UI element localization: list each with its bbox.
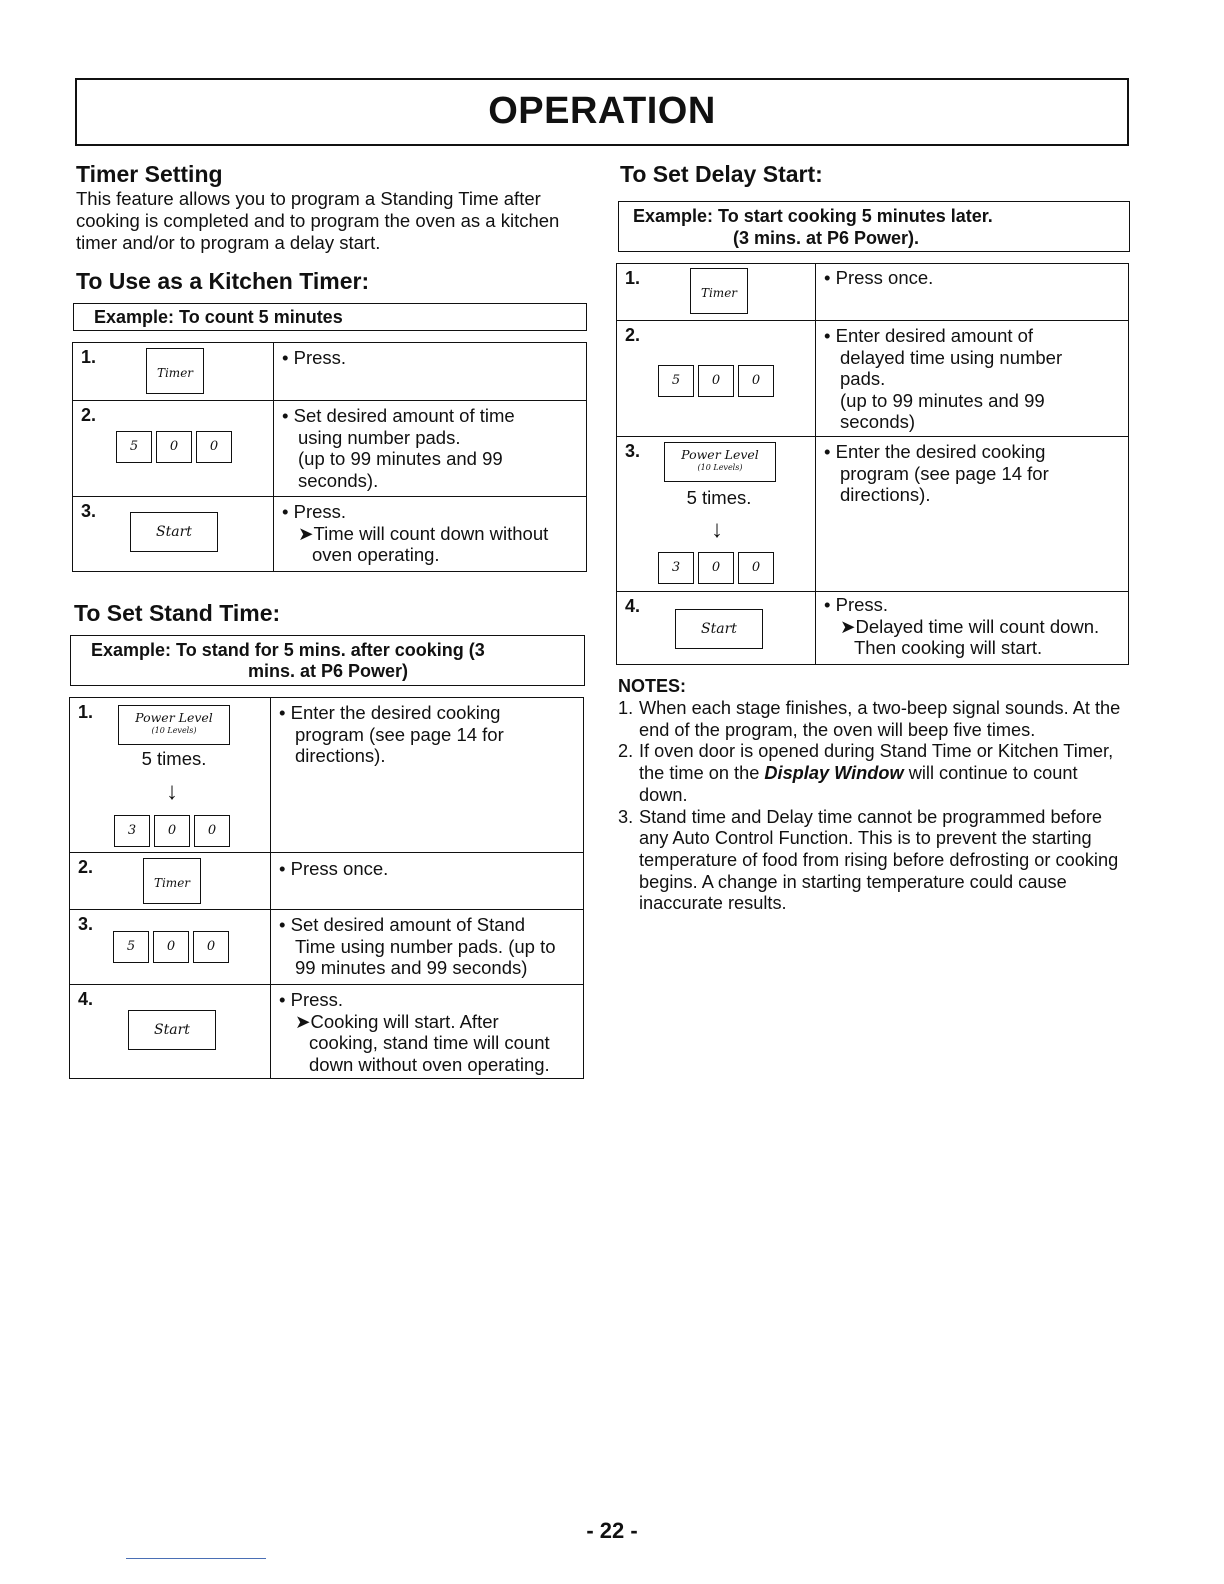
step-key-cell: [70, 910, 271, 985]
notes-list: [618, 698, 1123, 915]
down-arrow-icon: ↓: [711, 516, 723, 543]
step-key-cell: [73, 343, 274, 401]
step-desc-cell: [816, 592, 1129, 665]
start-key[interactable]: Start: [128, 1010, 216, 1050]
table-row: [73, 401, 587, 497]
step-description: • Press once.: [279, 858, 389, 879]
note-text-part: will continue to count down.: [639, 763, 1078, 805]
step-key-cell: [617, 592, 816, 665]
step-desc-cell: [816, 321, 1129, 437]
press-count: 5 times.: [686, 487, 752, 508]
number-key[interactable]: 0: [738, 552, 774, 584]
desc-line: directions).: [295, 745, 386, 766]
table-row: [617, 437, 1129, 592]
step-number: 3.: [81, 501, 97, 521]
table-row: [617, 592, 1129, 665]
step-number: 2.: [625, 325, 641, 345]
kitchen-timer-steps: [72, 342, 587, 572]
number-key[interactable]: 0: [194, 815, 230, 847]
kitchen-timer-example: [73, 303, 587, 331]
desc-line: ➤Delayed time will count down.: [840, 615, 1100, 637]
step-description: • Press once.: [824, 267, 934, 288]
number-key[interactable]: 5: [113, 931, 149, 963]
step-key-cell: [73, 497, 274, 572]
table-row: [70, 910, 584, 985]
desc-line: • Set desired amount of Stand: [279, 914, 526, 935]
desc-line: 99 minutes and 99 seconds): [295, 957, 528, 978]
step-number: 1.: [81, 347, 97, 367]
desc-line: program (see page 14 for: [295, 723, 504, 745]
desc-line: • Press.: [282, 501, 347, 522]
step-number: 3.: [78, 914, 94, 934]
number-key[interactable]: 5: [658, 365, 694, 397]
note-item: [618, 698, 1123, 741]
timer-key[interactable]: Timer: [690, 268, 748, 314]
desc-line: seconds): [840, 411, 916, 432]
key-sublabel: (10 Levels): [697, 463, 743, 472]
number-key[interactable]: 0: [196, 431, 232, 463]
step-key-cell: [617, 321, 816, 437]
number-pad-keys: [658, 552, 774, 584]
timer-key[interactable]: Timer: [143, 858, 201, 904]
step-desc-cell: [816, 437, 1129, 592]
step-description: • Press.: [282, 347, 347, 368]
step-number: 1.: [625, 268, 641, 288]
step-desc-cell: [271, 985, 584, 1079]
note-text: Stand time and Delay time cannot be programmed before any Auto Control Function. This is to prevent the starting temperature of food from rising before defrosting or cooking begins. A change in starting temperature could cause inaccurate results.: [639, 806, 1119, 914]
step-key-cell: [617, 264, 816, 321]
step-description: [274, 401, 586, 491]
desc-line: using number pads.: [298, 426, 461, 448]
table-row: [617, 321, 1129, 437]
example-line: Example: To start cooking 5 minutes later.: [633, 206, 993, 226]
step-key-cell: [73, 401, 274, 497]
number-pad-keys: [116, 431, 232, 463]
note-number: 3.: [618, 806, 634, 827]
table-row: [73, 343, 587, 401]
key-sublabel: (10 Levels): [151, 726, 197, 735]
table-row: [70, 853, 584, 910]
number-pad-keys: [114, 815, 230, 847]
desc-line: • Enter the desired cooking: [824, 441, 1046, 462]
note-item: [618, 741, 1123, 806]
step-key-cell: [70, 853, 271, 910]
example-line: Example: To stand for 5 mins. after cooking (3: [91, 640, 485, 660]
step-number: 2.: [78, 857, 94, 877]
page-title: OPERATION: [488, 90, 716, 132]
desc-line: cooking, stand time will count: [309, 1032, 550, 1053]
desc-line: (up to 99 minutes and 99: [298, 448, 503, 469]
step-number: 4.: [78, 989, 94, 1009]
step-description: [816, 321, 1128, 433]
desc-line: • Set desired amount of time: [282, 405, 515, 426]
start-key[interactable]: Start: [130, 512, 218, 552]
table-row: [617, 264, 1129, 321]
number-key[interactable]: 3: [658, 552, 694, 584]
step-desc-cell: [816, 264, 1129, 321]
step-desc-cell: [274, 401, 587, 497]
desc-line: (up to 99 minutes and 99: [840, 389, 1045, 411]
kitchen-timer-heading: To Use as a Kitchen Timer:: [76, 268, 370, 294]
desc-line: down without oven operating.: [309, 1053, 550, 1075]
desc-line: • Enter the desired cooking: [279, 702, 501, 723]
step-description: [271, 698, 583, 767]
step-desc-cell: [271, 853, 584, 910]
key-label: Power Level: [681, 447, 759, 462]
step-number: 3.: [625, 441, 641, 461]
notes-title: NOTES:: [618, 676, 687, 696]
start-key[interactable]: Start: [675, 609, 763, 649]
step-key-cell: [70, 985, 271, 1079]
desc-line: directions).: [840, 484, 931, 505]
number-key[interactable]: 0: [156, 431, 192, 463]
step-description: [271, 985, 583, 1075]
example-line: (3 mins. at P6 Power).: [733, 228, 920, 248]
key-label: Power Level: [135, 710, 213, 725]
desc-line: Then cooking will start.: [854, 637, 1043, 658]
power-level-key[interactable]: [664, 442, 776, 482]
timer-key[interactable]: Timer: [146, 348, 204, 394]
stand-time-heading: To Set Stand Time:: [74, 600, 281, 626]
desc-line: ➤Time will count down without: [298, 522, 549, 544]
stand-time-example: [70, 635, 585, 686]
step-desc-cell: [271, 910, 584, 985]
note-text: [639, 741, 1123, 806]
number-key[interactable]: 5: [116, 431, 152, 463]
note-item: [618, 807, 1123, 916]
delay-start-steps: [616, 263, 1129, 665]
step-number: 1.: [78, 702, 94, 722]
step-description: [816, 437, 1128, 506]
desc-line: ➤Cooking will start. After: [295, 1010, 499, 1032]
number-key[interactable]: 0: [193, 931, 229, 963]
number-key[interactable]: 0: [698, 365, 734, 397]
number-pad-keys: [113, 931, 229, 963]
stand-time-steps: [69, 697, 584, 1079]
note-text: When each stage finishes, a two-beep signal sounds. At the end of the program, the oven will beep five times.: [639, 698, 1121, 740]
step-description: [816, 592, 1128, 659]
timer-setting-heading: Timer Setting: [76, 161, 223, 187]
step-number: 2.: [81, 405, 97, 425]
desc-line: pads.: [840, 368, 886, 389]
step-key-cell: [70, 698, 271, 853]
step-desc-cell: [274, 497, 587, 572]
desc-line: • Enter desired amount of: [824, 325, 1034, 346]
delay-start-heading: To Set Delay Start:: [620, 161, 823, 187]
desc-line: delayed time using number: [840, 346, 1063, 368]
desc-line: • Press.: [824, 594, 889, 615]
desc-line: Time using number pads. (up to: [295, 935, 556, 957]
display-window-emphasis: Display Window: [764, 763, 904, 784]
table-row: [70, 985, 584, 1079]
operation-banner: [75, 78, 1129, 146]
power-level-key[interactable]: [118, 705, 230, 745]
example-line: mins. at P6 Power): [248, 661, 409, 681]
table-row: [73, 497, 587, 572]
step-desc-cell: [274, 343, 587, 401]
table-row: [70, 698, 584, 853]
desc-line: seconds).: [298, 469, 379, 491]
number-key[interactable]: 0: [154, 815, 190, 847]
down-arrow-icon: ↓: [166, 778, 178, 805]
desc-line: • Press.: [279, 989, 344, 1010]
step-description: [274, 497, 586, 566]
desc-line: program (see page 14 for: [840, 462, 1049, 484]
kitchen-timer-example-text: Example: To count 5 minutes: [94, 307, 343, 327]
desc-line: oven operating.: [312, 544, 440, 565]
note-text-part: If oven door is opened during Stand Time or Kitchen Timer, the time on the: [639, 741, 1114, 784]
footer-rule: [126, 1558, 266, 1559]
step-number: 4.: [625, 596, 641, 616]
page-number: - 22 -: [586, 1518, 638, 1543]
number-key[interactable]: 0: [698, 552, 734, 584]
step-description: [271, 910, 583, 979]
press-count: 5 times.: [141, 748, 207, 769]
note-number: 1.: [618, 698, 634, 718]
step-desc-cell: [271, 698, 584, 853]
timer-setting-intro: This feature allows you to program a Standing Time after cooking is completed and to program the oven as a kitchen timer and/or to program a delay start.: [76, 188, 560, 253]
step-key-cell: [617, 437, 816, 592]
number-key[interactable]: 0: [153, 931, 189, 963]
number-key[interactable]: 0: [738, 365, 774, 397]
number-key[interactable]: 3: [114, 815, 150, 847]
number-pad-keys: [658, 365, 774, 397]
note-number: 2.: [618, 741, 634, 762]
delay-start-example: [618, 201, 1130, 252]
